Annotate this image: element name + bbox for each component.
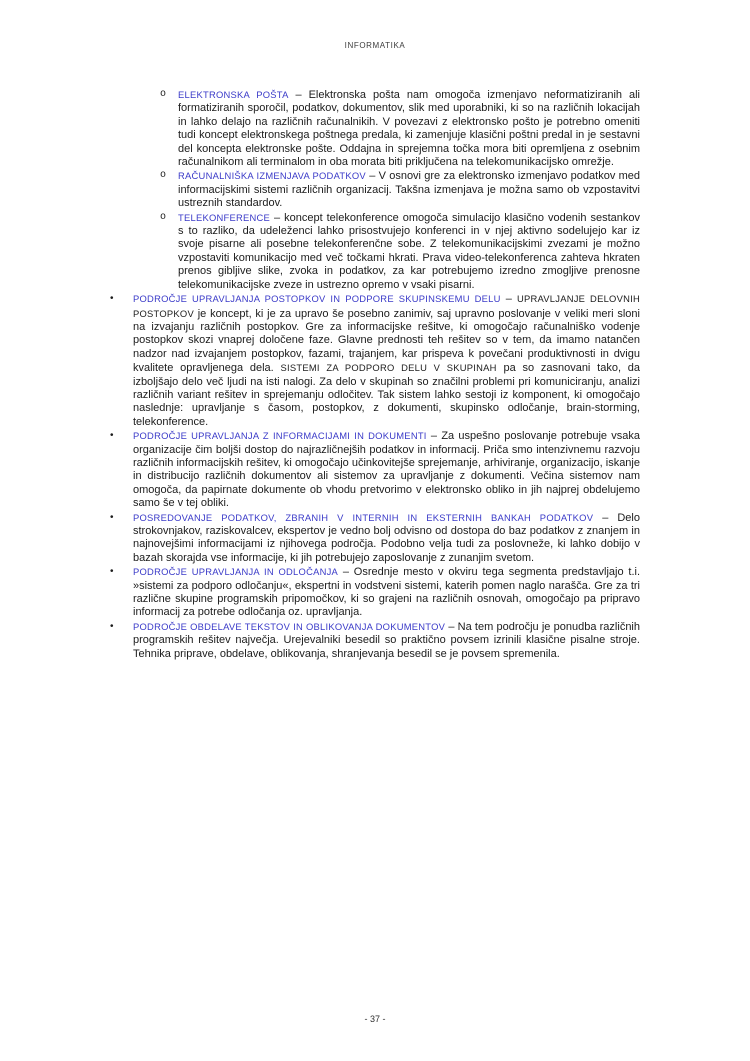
disc-bullet-marker: • <box>110 566 114 578</box>
list-item <box>110 565 640 620</box>
disc-bullet-marker: • <box>110 511 114 523</box>
section-heading-run: ELEKTRONSKA POŠTA <box>178 89 289 100</box>
text-run: – Za uspešno poslovanje potrebuje vsaka organizacije čim boljši dostop do najrazličnejših podatkov in informacij. Priča smo intenzivnemu razvoju različnih informacijskih rešitev, ki omogočajo učinkovitejše sprejemanje, arhiviranje, organizacijo, iskanje in distribucijo različnih dokumentov ali sistemov za upravljanje z dokumenti. Večina sistemov nam omogoča, da papirnate dokumente ob vhodu pretvorimo v elektronsko obliko in jih najprej obdelujemo samo še v tej obliki. <box>133 430 641 510</box>
circle-bullet-marker: o <box>160 170 167 182</box>
text-run: – V osnovi gre za elektronsko izmenjavo podatkov med informacijskimi sistemi različnih organizacij. Takšna izmenjava je možna samo ob vzpostavitvi ustreznih standardov. <box>178 170 640 210</box>
text-run: – <box>500 293 517 306</box>
disc-bullet-marker: • <box>110 620 114 632</box>
circle-bullet-marker: o <box>160 89 167 100</box>
page-header: INFORMATIKA <box>344 41 406 50</box>
list-item <box>110 620 640 661</box>
page-number: - 37 - <box>364 1014 386 1024</box>
section-heading-run: PODROČJE UPRAVLJANJA POSTOPKOV IN PODPORE SKUPINSKEMU DELU <box>133 293 501 305</box>
list-item <box>110 169 640 210</box>
section-heading-run: PODROČJE OBDELAVE TEKSTOV IN OBLIKOVANJA DOKUMENTOV <box>133 620 446 632</box>
list-item <box>110 292 640 429</box>
paragraph <box>133 511 640 566</box>
text-run: – Osrednje mesto v okviru tega segmenta predstavljajo t.i. »sistemi za podporo odločanju«, ekspertni in vodstveni sistemi, katerih pomen naglo narašča. Gre za tri različne skupine programskih pripomočkov, ki so grajeni na različnih osnovah, omogočajo pa pripravo informacij za potrebe odločanja oz. upravljanja. <box>133 566 641 619</box>
list-item <box>110 429 640 510</box>
paragraph <box>178 88 640 169</box>
text-run: je koncept, ki je za upravo še posebno zanimiv, saj upravno poslovanje v veliki meri sloni na izvajanju različnih postopkov. Gre za informacijske rešitve, ki omogočajo računalniško vodenje postopkov skozi vnaprej določene faze. Glavne prednosti teh rešitev so v tem, da imamo natančen nadzor nad izvajanjem postopkov, fazami, trajanjem, kar prispeva k povečani produktivnosti in dvigu kvalitete opravljenega dela. <box>133 307 640 375</box>
section-heading-run: TELEKONFERENCE <box>178 211 271 223</box>
text-run: pa so zasnovani tako, da izboljšajo delo več ljudi na isti nalogi. Za delo v skupinah so značilni problemi pri komuniciranju, analizi različnih variant rešitev in sprejemanju odločitev. Tak sistem lahko sestoji iz komponent, ki omogočajo naslednje: upravljanje s časom, postopkov, z dokumenti, skupinsko odločanje, brain-storming, telekonference. <box>133 362 641 428</box>
text-run: – Delo strokovnjakov, raziskovalcev, ekspertov je vedno bolj odvisno od dostopa do baz podatkov z znanjem in najnovejšimi informacijami iz njihovega področja. Podobno velja tudi za poslovneže, ki lahko dobijo v bazah skorajda vse informacije, ki jih potrebujejo zaposlovanje z zunanjim svetom. <box>133 511 640 564</box>
list-item <box>110 211 640 292</box>
paragraph <box>133 429 640 510</box>
disc-bullet-marker: • <box>110 293 114 305</box>
smallcaps-run: UPRAVLJANJE DELOVNIH POSTOPKOV <box>133 293 640 319</box>
text-run: – koncept telekonference omogoča simulacijo klasično vodenih sestankov s to razliko, da udeleženci lahko prisostvujejo konferenci in v njej aktivno sodelujejo kar iz svoje pisarne ali posebne telekonferenčne sobe. Z telekomunikacijskimi zvezami je možno vzpostaviti komunikacijo med več točkami hkrati. Prava video-telekonferenca zahteva hkraten prenos gibljive slike, zvoka in podatkov, za kar potrebujemo izredno zmogljive prenosne telekomunikacijske zveze in ustrezno opremo v vsaki pisarni. <box>178 211 640 291</box>
paragraph <box>133 620 640 661</box>
list-item <box>110 511 640 566</box>
paragraph <box>178 169 640 210</box>
list-item <box>110 88 640 169</box>
circle-bullet-marker: o <box>160 211 167 223</box>
text-run: – Na tem področju je ponudba različnih programskih rešitev največja. Urejevalniki besedil so praktično povsem izrinili klasične pisalne stroje. Tehnika priprave, obdelave, oblikovanja, shranjevanja besedil se je povsem spremenila. <box>133 620 640 660</box>
paragraph <box>178 211 640 292</box>
disc-bullet-marker: • <box>110 430 114 442</box>
text-run: – Elektronska pošta nam omogoča izmenjavo neformatiziranih ali formatiziranih sporočil, podatkov, dokumentov, slik med uporabniki, ki so na različnih lokacijah in lahko delajo na različnih računalnikih. V povezavi z elektronsko pošto je potrebno omeniti tudi koncept elektronskega poštnega predala, ki zamenjuje klasični poštni predal in je sestavni del koncepta elektronske pošte. Oddajna in sprejemna točka mora biti opremljena z osebnim računalnikom ali terminalom in oba morata biti priključena na telekomunikacijsko omrežje. <box>178 89 640 169</box>
document-content <box>110 88 640 661</box>
section-heading-run: POSREDOVANJE PODATKOV, ZBRANIH V INTERNIH IN EKSTERNIH BANKAH PODATKOV <box>133 511 594 523</box>
section-heading-run: PODROČJE UPRAVLJANJA IN ODLOČANJA <box>133 566 339 578</box>
smallcaps-run: SISTEMI ZA PODPORO DELU V SKUPINAH <box>280 362 497 374</box>
paragraph <box>133 565 640 620</box>
section-heading-run: RAČUNALNIŠKA IZMENJAVA PODATKOV <box>178 170 366 182</box>
paragraph <box>133 292 640 429</box>
section-heading-run: PODROČJE UPRAVLJANJA Z INFORMACIJAMI IN DOKUMENTI <box>133 430 427 442</box>
